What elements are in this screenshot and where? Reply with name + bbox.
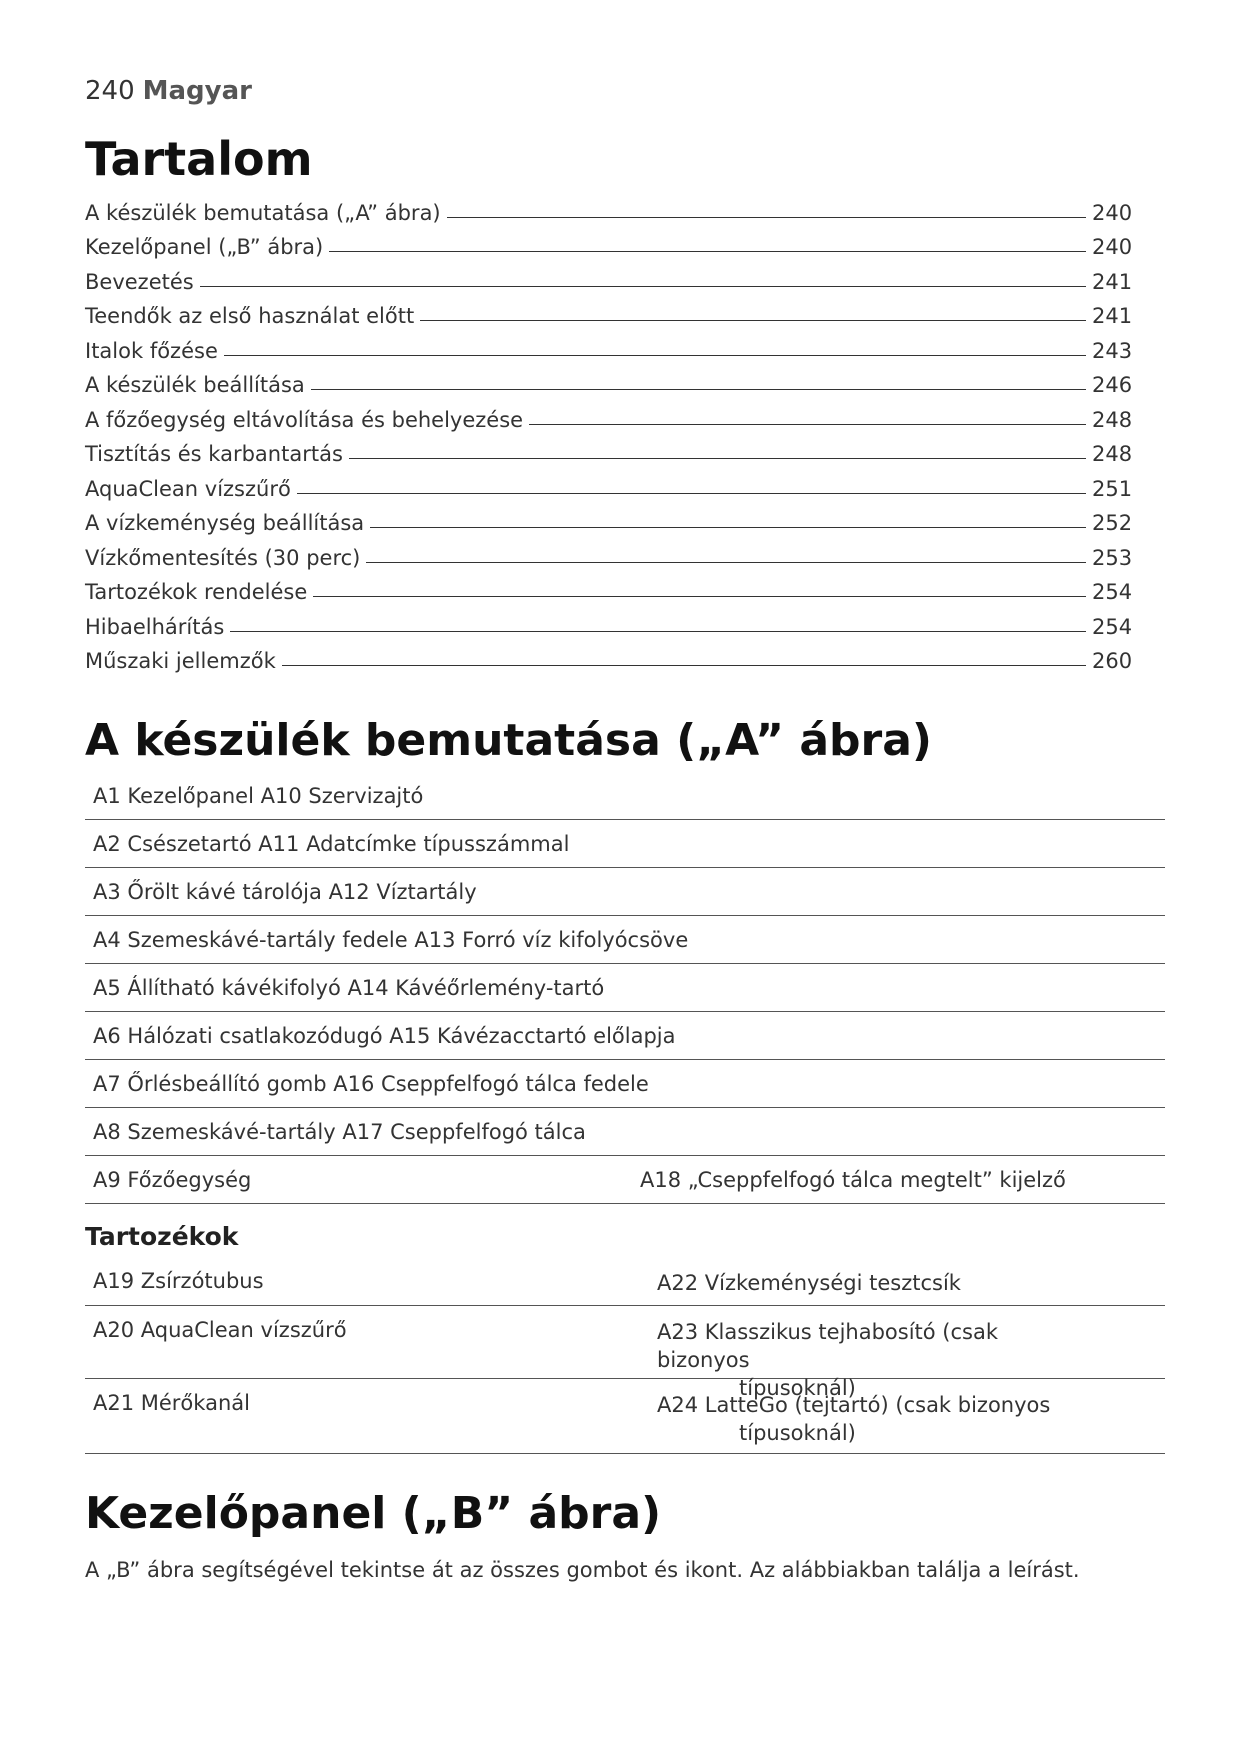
toc-item[interactable] bbox=[85, 328, 1133, 363]
toc-item-label: AquaClean vízszűrő bbox=[85, 476, 291, 501]
toc-item-label: Italok főzése bbox=[85, 338, 218, 363]
toc-item-label: Teendők az első használat előtt bbox=[85, 304, 415, 328]
toc-item-label: Kezelőpanel („B” ábra) bbox=[85, 235, 324, 259]
accessories-table bbox=[85, 1257, 1165, 1454]
table-cell-left: A8 Szemeskávé-tartály A17 Cseppfelfogó tálca bbox=[93, 1119, 586, 1144]
table-row bbox=[85, 1108, 1165, 1156]
table-row bbox=[85, 1156, 1165, 1204]
table-row bbox=[85, 772, 1165, 820]
toc-leader-line bbox=[224, 355, 1086, 356]
toc-item[interactable] bbox=[85, 225, 1133, 260]
table-cell-left: A7 Őrlésbeállító gomb A16 Cseppfelfogó tálca fedele bbox=[93, 1071, 649, 1096]
toc-leader-line bbox=[282, 665, 1086, 666]
toc-leader-line bbox=[297, 493, 1086, 494]
table-cell-left: A2 Csészetartó A11 Adatcímke típusszámmal bbox=[93, 831, 570, 856]
table-cell-left: A21 Mérőkanál bbox=[93, 1391, 250, 1415]
toc-item[interactable] bbox=[85, 639, 1133, 674]
toc-leader-line bbox=[366, 562, 1086, 563]
accessories-title: Tartozékok bbox=[85, 1222, 239, 1251]
toc-item-page: 241 bbox=[1092, 304, 1133, 328]
toc-item-label: A készülék beállítása bbox=[85, 373, 305, 397]
toc-item[interactable] bbox=[85, 466, 1133, 501]
table-row bbox=[85, 964, 1165, 1012]
table-row bbox=[85, 1257, 1165, 1306]
table-row bbox=[85, 1060, 1165, 1108]
table-cell-left: A19 Zsírzótubus bbox=[93, 1269, 264, 1293]
toc-item-label: Vízkőmentesítés (30 perc) bbox=[85, 545, 361, 570]
toc-item-page: 251 bbox=[1092, 476, 1133, 501]
toc-item[interactable] bbox=[85, 397, 1133, 432]
toc-item-page: 254 bbox=[1092, 614, 1133, 639]
toc-item-label: Tisztítás és karbantartás bbox=[85, 442, 343, 466]
toc-leader-line bbox=[200, 286, 1086, 287]
table-cell-right bbox=[657, 1269, 1077, 1297]
table-cell-right: A18 „Cseppfelfogó tálca megtelt” kijelző bbox=[640, 1167, 1066, 1192]
cell-line-continued: típusoknál) bbox=[739, 1376, 856, 1400]
toc-leader-line bbox=[311, 389, 1086, 390]
parts-table bbox=[85, 772, 1165, 1204]
toc-item-page: 240 bbox=[1092, 235, 1133, 259]
cell-line-continued: típusoknál) bbox=[739, 1421, 856, 1445]
toc-item[interactable] bbox=[85, 501, 1133, 536]
toc-item-page: 240 bbox=[1092, 200, 1133, 225]
toc-leader-line bbox=[447, 217, 1086, 218]
table-row bbox=[85, 1012, 1165, 1060]
toc-item[interactable] bbox=[85, 432, 1133, 467]
toc-leader-line bbox=[349, 458, 1086, 459]
toc-item[interactable] bbox=[85, 570, 1133, 605]
toc-item-page: 248 bbox=[1092, 407, 1133, 432]
table-cell-left: A20 AquaClean vízszűrő bbox=[93, 1318, 347, 1342]
toc-item-page: 260 bbox=[1092, 649, 1133, 673]
toc-item-page: 254 bbox=[1092, 580, 1133, 604]
toc-item-label: Műszaki jellemzők bbox=[85, 649, 276, 673]
table-cell-left: A4 Szemeskávé-tartály fedele A13 Forró víz kifolyócsöve bbox=[93, 927, 689, 952]
table-row bbox=[85, 868, 1165, 916]
toc-title: Tartalom bbox=[85, 132, 313, 186]
toc-item-page: 243 bbox=[1092, 338, 1133, 363]
table-row bbox=[85, 916, 1165, 964]
toc-item-label: Tartozékok rendelése bbox=[85, 580, 308, 604]
table-row bbox=[85, 1379, 1165, 1454]
toc-item-label: A vízkeménység beállítása bbox=[85, 511, 365, 535]
toc-item-page: 241 bbox=[1092, 269, 1133, 294]
table-cell-right bbox=[657, 1391, 1077, 1447]
table-row bbox=[85, 1306, 1165, 1400]
toc-item-label: Bevezetés bbox=[85, 269, 194, 294]
toc-item[interactable] bbox=[85, 363, 1133, 398]
toc-leader-line bbox=[420, 320, 1086, 321]
table-of-contents bbox=[85, 190, 1133, 673]
page-number: 240 bbox=[85, 76, 135, 106]
toc-leader-line bbox=[313, 596, 1086, 597]
cell-line: A24 LatteGo (tejtartó) (csak bizonyos bbox=[657, 1393, 1051, 1417]
page-header bbox=[85, 76, 252, 106]
toc-item[interactable] bbox=[85, 190, 1133, 225]
toc-leader-line bbox=[529, 424, 1086, 425]
toc-item[interactable] bbox=[85, 294, 1133, 329]
section-b-title: Kezelőpanel („B” ábra) bbox=[85, 1488, 662, 1539]
toc-leader-line bbox=[329, 251, 1086, 252]
toc-item-page: 248 bbox=[1092, 442, 1133, 466]
table-cell-left: A6 Hálózati csatlakozódugó A15 Kávézacctartó előlapja bbox=[93, 1023, 676, 1048]
toc-leader-line bbox=[230, 631, 1086, 632]
table-cell-left: A1 Kezelőpanel A10 Szervizajtó bbox=[93, 783, 424, 808]
section-b-paragraph: A „B” ábra segítségével tekintse át az összes gombot és ikont. Az alábbiakban találja a leírást. bbox=[85, 1558, 1080, 1582]
table-cell-left: A3 Őrölt kávé tárolója A12 Víztartály bbox=[93, 879, 477, 904]
toc-item[interactable] bbox=[85, 535, 1133, 570]
toc-leader-line bbox=[370, 527, 1086, 528]
toc-item-label: A főzőegység eltávolítása és behelyezése bbox=[85, 407, 524, 432]
toc-item[interactable] bbox=[85, 259, 1133, 294]
toc-item-label: Hibaelhárítás bbox=[85, 614, 225, 639]
section-a-title: A készülék bemutatása („A” ábra) bbox=[85, 715, 933, 766]
cell-line: A22 Vízkeménységi tesztcsík bbox=[657, 1271, 961, 1295]
toc-item-page: 252 bbox=[1092, 511, 1133, 535]
page-language: Magyar bbox=[142, 76, 252, 106]
toc-item-page: 253 bbox=[1092, 545, 1133, 570]
table-cell-left: A9 Főzőegység bbox=[93, 1167, 252, 1192]
table-row bbox=[85, 820, 1165, 868]
toc-item[interactable] bbox=[85, 604, 1133, 639]
cell-line: A23 Klasszikus tejhabosító (csak bizonyos bbox=[657, 1320, 999, 1372]
toc-item-label: A készülék bemutatása („A” ábra) bbox=[85, 200, 441, 225]
table-cell-left: A5 Állítható kávékifolyó A14 Kávéőrlemény-tartó bbox=[93, 975, 605, 1000]
toc-item-page: 246 bbox=[1092, 373, 1133, 397]
